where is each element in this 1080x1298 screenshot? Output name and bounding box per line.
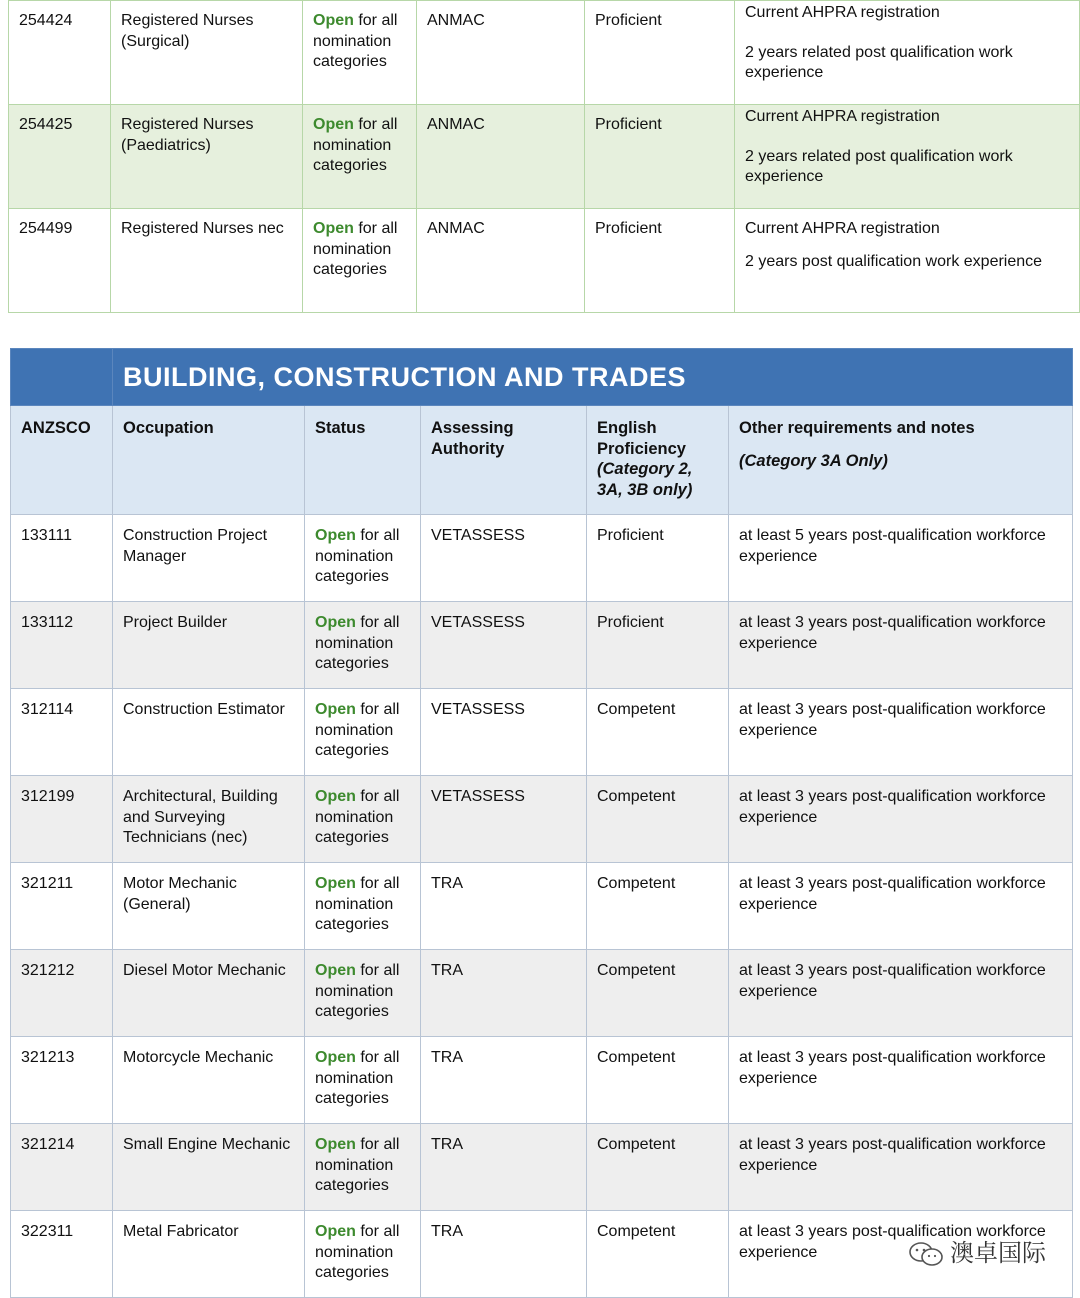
chat-bubbles-icon: [908, 1241, 944, 1267]
status-detail: for all nomination categories: [315, 527, 400, 585]
trades-table-body: [11, 515, 1073, 1298]
status-detail: for all nomination categories: [315, 962, 400, 1020]
header-anzsco: ANZSCO: [11, 406, 113, 515]
anzsco-code: 321213: [11, 1037, 113, 1124]
status-open: Open: [315, 1223, 356, 1240]
occupation-name: Diesel Motor Mechanic: [113, 950, 305, 1037]
other-requirements: at least 3 years post-qualification workforce experience: [729, 602, 1073, 689]
section-title-cell: [113, 349, 1073, 406]
anzsco-code: 254424: [9, 1, 111, 105]
anzsco-code: 133111: [11, 515, 113, 602]
status-detail: for all nomination categories: [315, 1223, 400, 1281]
table-row: [9, 209, 1080, 313]
watermark-text: 澳卓国际: [950, 1239, 1046, 1267]
table-row: [9, 105, 1080, 209]
assessing-authority: VETASSESS: [421, 602, 587, 689]
other-requirements: at least 3 years post-qualification workforce experience: [729, 1124, 1073, 1211]
other-requirements: at least 3 years post-qualification workforce experience: [729, 1211, 1073, 1298]
anzsco-code: 321214: [11, 1124, 113, 1211]
brand-watermark: [908, 1233, 1046, 1268]
anzsco-code: 321212: [11, 950, 113, 1037]
other-requirements: at least 5 years post-qualification workforce experience: [729, 515, 1073, 602]
banner-spacer: [11, 349, 113, 406]
table-row: [11, 1037, 1073, 1124]
anzsco-code: 133112: [11, 602, 113, 689]
assessing-authority: ANMAC: [417, 1, 585, 105]
section-title: BUILDING, CONSTRUCTION AND TRADES: [123, 362, 686, 392]
status-detail: for all nomination categories: [315, 614, 400, 672]
occupation-name: Metal Fabricator: [113, 1211, 305, 1298]
header-authority: Assessing Authority: [421, 406, 587, 515]
status-open: Open: [315, 701, 356, 718]
status-detail: for all nomination categories: [315, 701, 400, 759]
table-row: [11, 776, 1073, 863]
assessing-authority: VETASSESS: [421, 776, 587, 863]
assessing-authority: TRA: [421, 1037, 587, 1124]
english-proficiency: Proficient: [585, 105, 735, 209]
requirements: [735, 105, 1080, 209]
status-cell: [303, 105, 417, 209]
requirements: [735, 1, 1080, 105]
status-cell: [305, 515, 421, 602]
header-occupation: Occupation: [113, 406, 305, 515]
status-open: Open: [315, 788, 356, 805]
header-other-note: (Category 3A Only): [739, 451, 888, 470]
assessing-authority: VETASSESS: [421, 689, 587, 776]
occupation-name: Registered Nurses nec: [111, 209, 303, 313]
header-english-note: (Category 2, 3A, 3B only): [597, 460, 693, 499]
status-open: Open: [313, 12, 354, 29]
table-row: [9, 1, 1080, 105]
occupation-name: Small Engine Mechanic: [113, 1124, 305, 1211]
occupation-name: Construction Estimator: [113, 689, 305, 776]
other-requirements: at least 3 years post-qualification workforce experience: [729, 1037, 1073, 1124]
table-row: [11, 1124, 1073, 1211]
status-cell: [305, 689, 421, 776]
status-cell: [305, 1211, 421, 1298]
english-proficiency: Competent: [587, 689, 729, 776]
status-cell: [305, 950, 421, 1037]
english-proficiency: Proficient: [585, 209, 735, 313]
other-requirements: at least 3 years post-qualification workforce experience: [729, 689, 1073, 776]
other-requirements: at least 3 years post-qualification workforce experience: [729, 863, 1073, 950]
anzsco-code: 312199: [11, 776, 113, 863]
table-row: [11, 950, 1073, 1037]
status-cell: [305, 863, 421, 950]
english-proficiency: Proficient: [587, 602, 729, 689]
status-cell: [305, 1037, 421, 1124]
section-banner: [11, 349, 1073, 406]
requirements: [735, 209, 1080, 313]
occupation-name: Motorcycle Mechanic: [113, 1037, 305, 1124]
requirement-registration: Current AHPRA registration: [745, 108, 940, 125]
status-detail: for all nomination categories: [315, 1049, 400, 1107]
occupation-name: Registered Nurses (Surgical): [111, 1, 303, 105]
assessing-authority: TRA: [421, 1124, 587, 1211]
header-other-label: Other requirements and notes: [739, 419, 975, 437]
assessing-authority: TRA: [421, 950, 587, 1037]
status-cell: [303, 1, 417, 105]
status-open: Open: [315, 875, 356, 892]
header-english: [587, 406, 729, 515]
status-detail: for all nomination categories: [315, 788, 400, 846]
assessing-authority: VETASSESS: [421, 515, 587, 602]
english-proficiency: Competent: [587, 950, 729, 1037]
english-proficiency: Proficient: [585, 1, 735, 105]
assessing-authority: TRA: [421, 863, 587, 950]
english-proficiency: Proficient: [587, 515, 729, 602]
anzsco-code: 321211: [11, 863, 113, 950]
status-cell: [305, 602, 421, 689]
english-proficiency: Competent: [587, 1037, 729, 1124]
table-row: [11, 515, 1073, 602]
header-status: Status: [305, 406, 421, 515]
status-detail: for all nomination categories: [315, 875, 400, 933]
column-header-row: [11, 406, 1073, 515]
english-proficiency: Competent: [587, 1211, 729, 1298]
requirement-experience: 2 years post qualification work experience: [745, 252, 1043, 270]
status-cell: [305, 776, 421, 863]
header-english-label: English Proficiency: [597, 419, 686, 458]
occupation-name: Registered Nurses (Paediatrics): [111, 105, 303, 209]
status-detail: for all nomination categories: [313, 116, 398, 174]
anzsco-code: 254499: [9, 209, 111, 313]
requirement-experience: 2 years related post qualification work experience: [745, 43, 1013, 81]
trades-occupation-table: [10, 348, 1073, 1298]
anzsco-code: 322311: [11, 1211, 113, 1298]
status-open: Open: [315, 527, 356, 544]
status-open: Open: [315, 614, 356, 631]
other-requirements: at least 3 years post-qualification workforce experience: [729, 776, 1073, 863]
anzsco-code: 254425: [9, 105, 111, 209]
requirement-registration: Current AHPRA registration: [745, 220, 940, 237]
health-occupation-table: [8, 0, 1080, 313]
status-cell: [303, 209, 417, 313]
anzsco-code: 312114: [11, 689, 113, 776]
table-row: [11, 602, 1073, 689]
status-open: Open: [315, 1049, 356, 1066]
english-proficiency: Competent: [587, 863, 729, 950]
status-cell: [305, 1124, 421, 1211]
other-requirements: at least 3 years post-qualification workforce experience: [729, 950, 1073, 1037]
requirement-experience: 2 years related post qualification work experience: [745, 147, 1013, 185]
table-row: [11, 689, 1073, 776]
table-row: [11, 863, 1073, 950]
assessing-authority: TRA: [421, 1211, 587, 1298]
status-detail: for all nomination categories: [313, 12, 398, 70]
status-open: Open: [313, 116, 354, 133]
occupation-name: Motor Mechanic (General): [113, 863, 305, 950]
status-detail: for all nomination categories: [313, 220, 398, 278]
assessing-authority: ANMAC: [417, 105, 585, 209]
requirement-registration: Current AHPRA registration: [745, 4, 940, 21]
english-proficiency: Competent: [587, 1124, 729, 1211]
assessing-authority: ANMAC: [417, 209, 585, 313]
status-open: Open: [315, 1136, 356, 1153]
english-proficiency: Competent: [587, 776, 729, 863]
occupation-name: Construction Project Manager: [113, 515, 305, 602]
status-open: Open: [313, 220, 354, 237]
status-open: Open: [315, 962, 356, 979]
occupation-name: Architectural, Building and Surveying Technicians (nec): [113, 776, 305, 863]
status-detail: for all nomination categories: [315, 1136, 400, 1194]
occupation-name: Project Builder: [113, 602, 305, 689]
header-other: [729, 406, 1073, 515]
